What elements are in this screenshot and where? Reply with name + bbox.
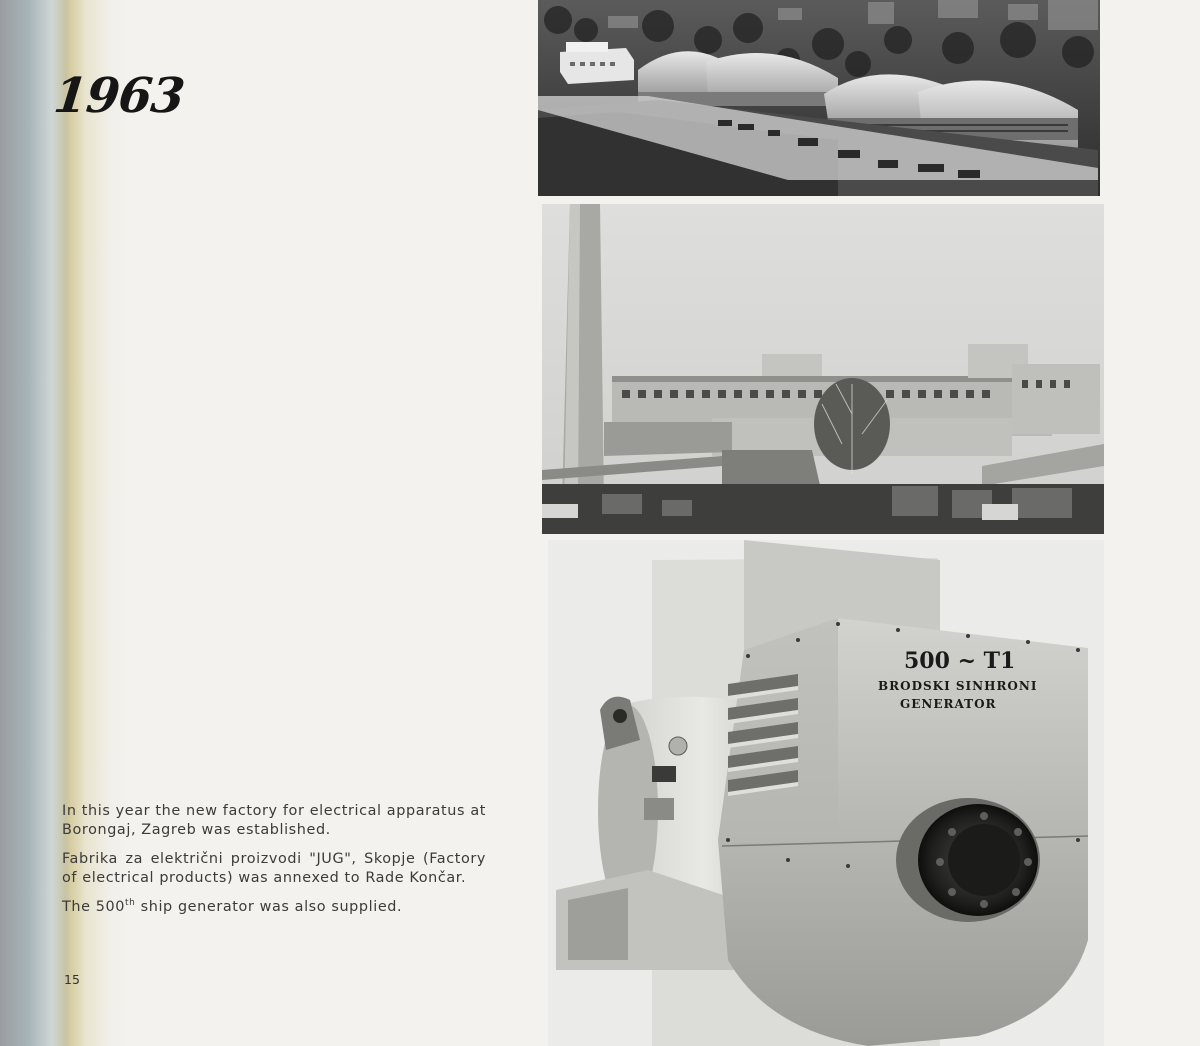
generator-plate-line-1: 500 ~ T1 — [904, 648, 1016, 674]
page-number: 15 — [64, 972, 80, 987]
year-heading: 1963 — [51, 68, 187, 124]
caption-paragraph-3-prefix: The 500 — [62, 899, 126, 915]
caption-paragraph-1: In this year the new factory for electrical apparatus at Borongaj, Zagreb was established. — [62, 803, 486, 838]
caption-text — [62, 802, 486, 927]
generator-plate-line-2: BRODSKI SINHRONI — [878, 679, 1038, 693]
caption-paragraph-2: Fabrika za električni proizvodi "JUG", Skopje (Factory of electrical products) was annexed to Rade Končar. — [62, 851, 486, 886]
ship-generator-photo — [548, 540, 1104, 1046]
factory-building-photo — [542, 204, 1104, 534]
caption-paragraph-3-suffix: ship generator was also supplied. — [135, 899, 403, 915]
aerial-factory-photo — [538, 0, 1100, 196]
caption-paragraph-3-sup: th — [125, 898, 136, 909]
caption-paragraph-3 — [62, 898, 486, 917]
generator-plate-line-3: GENERATOR — [900, 697, 997, 711]
